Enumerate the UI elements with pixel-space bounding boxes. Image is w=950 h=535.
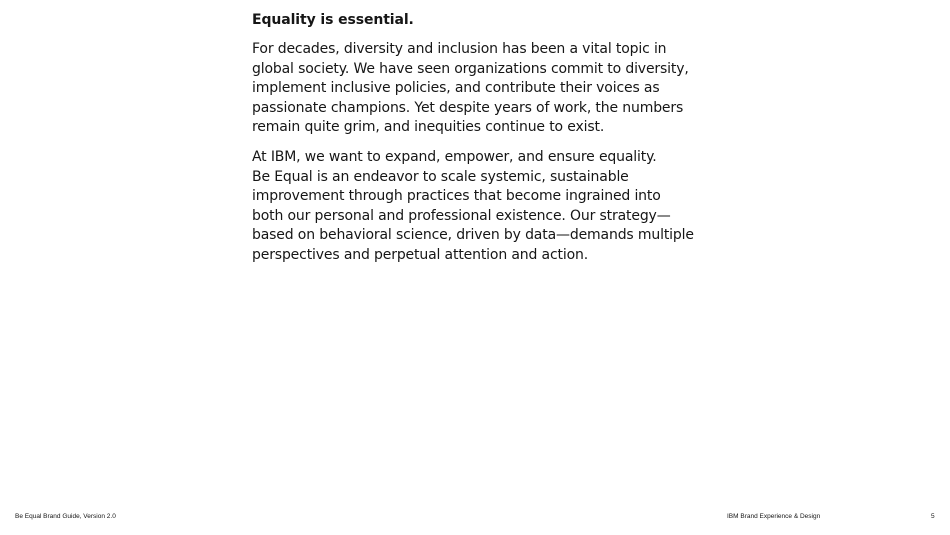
paragraph-intro (252, 40, 692, 138)
text-line: For decades, diversity and inclusion has been a vital topic in (252, 41, 667, 57)
section-heading: Equality is essential. (252, 12, 414, 28)
main-content (252, 10, 692, 276)
text-line: implement inclusive policies, and contribute their voices as (252, 80, 660, 97)
footer-guide-title: Be Equal Brand Guide, Version 2.0 (15, 513, 116, 520)
footer-department: IBM Brand Experience & Design (727, 513, 821, 520)
paragraph-ibm-strategy (252, 148, 692, 266)
text-line: based on behavioral science, driven by data—demands multiple (252, 227, 694, 244)
text-line: Be Equal is an endeavor to scale systemic, sustainable (252, 168, 629, 185)
text-line: remain quite grim, and inequities continue to exist. (252, 119, 605, 136)
text-line: both our personal and professional existence. Our strategy— (252, 207, 671, 224)
page-number: 5 (931, 513, 935, 520)
text-line: improvement through practices that become ingrained into (252, 188, 661, 205)
text-line: passionate champions. Yet despite years of work, the numbers (252, 99, 684, 116)
text-line: global society. We have seen organizations commit to diversity, (252, 60, 689, 77)
text-line: perspectives and perpetual attention and action. (252, 246, 589, 263)
text-line: At IBM, we want to expand, empower, and ensure equality. (252, 148, 657, 165)
